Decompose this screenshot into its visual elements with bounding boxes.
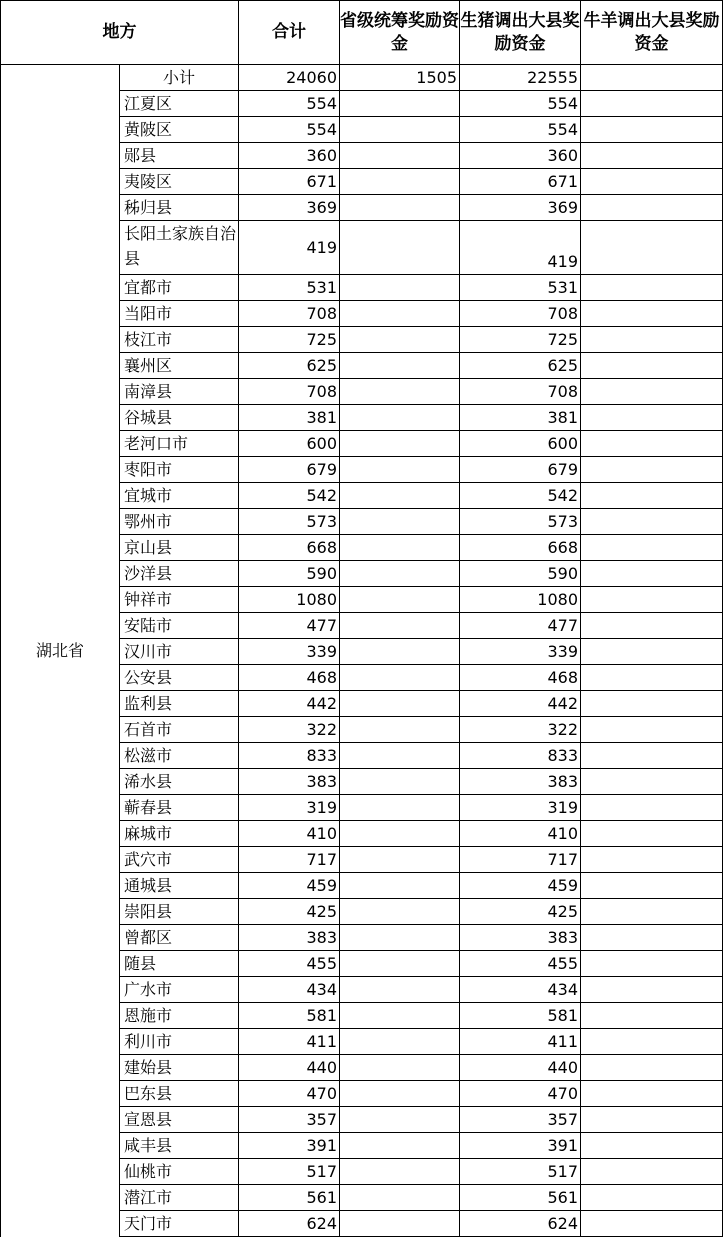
district-name: 当阳市 — [120, 301, 239, 327]
cattle-value — [581, 117, 723, 143]
pig-value: 708 — [460, 301, 581, 327]
district-name: 松滋市 — [120, 743, 239, 769]
header-pig: 生猪调出大县奖励资金 — [460, 1, 581, 65]
pig-value: 531 — [460, 275, 581, 301]
district-name: 广水市 — [120, 977, 239, 1003]
provincial-value — [340, 639, 460, 665]
total-value: 833 — [239, 743, 340, 769]
provincial-value — [340, 587, 460, 613]
provincial-value — [340, 743, 460, 769]
provincial-value — [340, 1055, 460, 1081]
pig-value: 679 — [460, 457, 581, 483]
provincial-value — [340, 405, 460, 431]
total-value: 671 — [239, 169, 340, 195]
total-value: 468 — [239, 665, 340, 691]
pig-value: 459 — [460, 873, 581, 899]
provincial-value — [340, 951, 460, 977]
cattle-value — [581, 457, 723, 483]
total-value: 531 — [239, 275, 340, 301]
cattle-value — [581, 221, 723, 275]
district-name: 武穴市 — [120, 847, 239, 873]
pig-value: 668 — [460, 535, 581, 561]
province-cell: 湖北省 — [1, 65, 120, 1237]
district-name: 麻城市 — [120, 821, 239, 847]
total-value: 542 — [239, 483, 340, 509]
provincial-value — [340, 117, 460, 143]
district-name: 枣阳市 — [120, 457, 239, 483]
pig-value: 477 — [460, 613, 581, 639]
total-value: 581 — [239, 1003, 340, 1029]
total-value: 554 — [239, 91, 340, 117]
total-value: 369 — [239, 195, 340, 221]
cattle-value — [581, 91, 723, 117]
cattle-value — [581, 639, 723, 665]
district-name: 枝江市 — [120, 327, 239, 353]
provincial-value — [340, 1159, 460, 1185]
cattle-value — [581, 509, 723, 535]
total-value: 440 — [239, 1055, 340, 1081]
cattle-value — [581, 743, 723, 769]
district-name: 曾都区 — [120, 925, 239, 951]
total-value: 600 — [239, 431, 340, 457]
cattle-value — [581, 1055, 723, 1081]
pig-value: 573 — [460, 509, 581, 535]
district-name: 咸丰县 — [120, 1133, 239, 1159]
subtotal-provincial: 1505 — [340, 65, 460, 91]
provincial-value — [340, 847, 460, 873]
cattle-value — [581, 1003, 723, 1029]
total-value: 419 — [239, 221, 340, 275]
district-name: 南漳县 — [120, 379, 239, 405]
district-name: 潜江市 — [120, 1185, 239, 1211]
total-value: 554 — [239, 117, 340, 143]
cattle-value — [581, 899, 723, 925]
cattle-value — [581, 169, 723, 195]
pig-value: 468 — [460, 665, 581, 691]
district-name: 浠水县 — [120, 769, 239, 795]
pig-value: 434 — [460, 977, 581, 1003]
provincial-value — [340, 483, 460, 509]
district-name: 石首市 — [120, 717, 239, 743]
provincial-value — [340, 143, 460, 169]
total-value: 717 — [239, 847, 340, 873]
cattle-value — [581, 665, 723, 691]
cattle-value — [581, 925, 723, 951]
provincial-value — [340, 91, 460, 117]
pig-value: 442 — [460, 691, 581, 717]
cattle-value — [581, 691, 723, 717]
total-value: 319 — [239, 795, 340, 821]
pig-value: 590 — [460, 561, 581, 587]
pig-value: 708 — [460, 379, 581, 405]
district-name: 蕲春县 — [120, 795, 239, 821]
subtotal-cattle — [581, 65, 723, 91]
district-name: 通城县 — [120, 873, 239, 899]
total-value: 434 — [239, 977, 340, 1003]
pig-value: 554 — [460, 91, 581, 117]
total-value: 725 — [239, 327, 340, 353]
total-value: 708 — [239, 379, 340, 405]
total-value: 360 — [239, 143, 340, 169]
pig-value: 625 — [460, 353, 581, 379]
pig-value: 542 — [460, 483, 581, 509]
district-name: 巴东县 — [120, 1081, 239, 1107]
pig-value: 391 — [460, 1133, 581, 1159]
header-total: 合计 — [239, 1, 340, 65]
district-name: 宜都市 — [120, 275, 239, 301]
provincial-value — [340, 301, 460, 327]
cattle-value — [581, 873, 723, 899]
pig-value: 717 — [460, 847, 581, 873]
cattle-value — [581, 1107, 723, 1133]
district-name: 秭归县 — [120, 195, 239, 221]
pig-value: 322 — [460, 717, 581, 743]
total-value: 339 — [239, 639, 340, 665]
total-value: 679 — [239, 457, 340, 483]
pig-value: 319 — [460, 795, 581, 821]
cattle-value — [581, 561, 723, 587]
cattle-value — [581, 195, 723, 221]
district-name: 老河口市 — [120, 431, 239, 457]
total-value: 517 — [239, 1159, 340, 1185]
district-name: 黄陂区 — [120, 117, 239, 143]
cattle-value — [581, 405, 723, 431]
provincial-value — [340, 457, 460, 483]
provincial-value — [340, 1185, 460, 1211]
provincial-value — [340, 691, 460, 717]
provincial-value — [340, 379, 460, 405]
total-value: 410 — [239, 821, 340, 847]
header-place: 地方 — [1, 1, 239, 65]
cattle-value — [581, 613, 723, 639]
district-name: 宣恩县 — [120, 1107, 239, 1133]
pig-value: 381 — [460, 405, 581, 431]
pig-value: 440 — [460, 1055, 581, 1081]
total-value: 1080 — [239, 587, 340, 613]
district-name: 沙洋县 — [120, 561, 239, 587]
cattle-value — [581, 535, 723, 561]
total-value: 455 — [239, 951, 340, 977]
district-name: 利川市 — [120, 1029, 239, 1055]
pig-value: 425 — [460, 899, 581, 925]
district-name: 长阳土家族自治县 — [120, 221, 239, 275]
pig-value: 833 — [460, 743, 581, 769]
provincial-value — [340, 1029, 460, 1055]
total-value: 391 — [239, 1133, 340, 1159]
cattle-value — [581, 431, 723, 457]
total-value: 322 — [239, 717, 340, 743]
total-value: 625 — [239, 353, 340, 379]
provincial-value — [340, 795, 460, 821]
cattle-value — [581, 143, 723, 169]
provincial-value — [340, 717, 460, 743]
provincial-value — [340, 1211, 460, 1237]
provincial-value — [340, 275, 460, 301]
pig-value: 410 — [460, 821, 581, 847]
cattle-value — [581, 977, 723, 1003]
total-value: 381 — [239, 405, 340, 431]
total-value: 708 — [239, 301, 340, 327]
pig-value: 561 — [460, 1185, 581, 1211]
total-value: 590 — [239, 561, 340, 587]
cattle-value — [581, 301, 723, 327]
provincial-value — [340, 665, 460, 691]
cattle-value — [581, 717, 723, 743]
pig-value: 411 — [460, 1029, 581, 1055]
total-value: 624 — [239, 1211, 340, 1237]
district-name: 公安县 — [120, 665, 239, 691]
cattle-value — [581, 379, 723, 405]
cattle-value — [581, 1159, 723, 1185]
cattle-value — [581, 847, 723, 873]
cattle-value — [581, 821, 723, 847]
pig-value: 517 — [460, 1159, 581, 1185]
pig-value: 455 — [460, 951, 581, 977]
district-name: 汉川市 — [120, 639, 239, 665]
total-value: 561 — [239, 1185, 340, 1211]
provincial-value — [340, 899, 460, 925]
cattle-value — [581, 1081, 723, 1107]
pig-value: 369 — [460, 195, 581, 221]
district-name: 宜城市 — [120, 483, 239, 509]
provincial-value — [340, 977, 460, 1003]
district-name: 天门市 — [120, 1211, 239, 1237]
district-name: 建始县 — [120, 1055, 239, 1081]
provincial-value — [340, 535, 460, 561]
header-row — [1, 1, 723, 65]
provincial-value — [340, 1003, 460, 1029]
provincial-value — [340, 1107, 460, 1133]
total-value: 470 — [239, 1081, 340, 1107]
pig-value: 383 — [460, 925, 581, 951]
cattle-value — [581, 327, 723, 353]
provincial-value — [340, 873, 460, 899]
pig-value: 383 — [460, 769, 581, 795]
district-name: 安陆市 — [120, 613, 239, 639]
district-name: 仙桃市 — [120, 1159, 239, 1185]
pig-value: 470 — [460, 1081, 581, 1107]
provincial-value — [340, 195, 460, 221]
total-value: 383 — [239, 769, 340, 795]
district-name: 恩施市 — [120, 1003, 239, 1029]
pig-value: 1080 — [460, 587, 581, 613]
total-value: 459 — [239, 873, 340, 899]
district-name: 谷城县 — [120, 405, 239, 431]
pig-value: 725 — [460, 327, 581, 353]
cattle-value — [581, 1211, 723, 1237]
cattle-value — [581, 951, 723, 977]
subtotal-row — [1, 65, 723, 91]
pig-value: 360 — [460, 143, 581, 169]
district-name: 郧县 — [120, 143, 239, 169]
pig-value: 419 — [460, 221, 581, 275]
pig-value: 554 — [460, 117, 581, 143]
district-name: 襄州区 — [120, 353, 239, 379]
cattle-value — [581, 1133, 723, 1159]
provincial-value — [340, 221, 460, 275]
provincial-value — [340, 821, 460, 847]
cattle-value — [581, 275, 723, 301]
cattle-value — [581, 353, 723, 379]
header-provincial: 省级统筹奖励资金 — [340, 1, 460, 65]
pig-value: 581 — [460, 1003, 581, 1029]
district-name: 钟祥市 — [120, 587, 239, 613]
subtotal-pig: 22555 — [460, 65, 581, 91]
total-value: 477 — [239, 613, 340, 639]
cattle-value — [581, 483, 723, 509]
header-cattle: 牛羊调出大县奖励资金 — [581, 1, 723, 65]
provincial-value — [340, 509, 460, 535]
cattle-value — [581, 1029, 723, 1055]
provincial-value — [340, 169, 460, 195]
total-value: 357 — [239, 1107, 340, 1133]
provincial-value — [340, 1081, 460, 1107]
provincial-value — [340, 561, 460, 587]
pig-value: 624 — [460, 1211, 581, 1237]
subtotal-total: 24060 — [239, 65, 340, 91]
provincial-value — [340, 925, 460, 951]
pig-value: 357 — [460, 1107, 581, 1133]
total-value: 668 — [239, 535, 340, 561]
district-name: 崇阳县 — [120, 899, 239, 925]
district-name: 随县 — [120, 951, 239, 977]
district-name: 京山县 — [120, 535, 239, 561]
provincial-value — [340, 769, 460, 795]
provincial-value — [340, 431, 460, 457]
total-value: 383 — [239, 925, 340, 951]
cattle-value — [581, 795, 723, 821]
pig-value: 339 — [460, 639, 581, 665]
cattle-value — [581, 769, 723, 795]
provincial-value — [340, 353, 460, 379]
total-value: 573 — [239, 509, 340, 535]
provincial-value — [340, 327, 460, 353]
subtotal-label: 小计 — [120, 65, 239, 91]
provincial-value — [340, 1133, 460, 1159]
cattle-value — [581, 1185, 723, 1211]
total-value: 442 — [239, 691, 340, 717]
pig-value: 600 — [460, 431, 581, 457]
pig-value: 671 — [460, 169, 581, 195]
total-value: 411 — [239, 1029, 340, 1055]
district-name: 监利县 — [120, 691, 239, 717]
district-name: 鄂州市 — [120, 509, 239, 535]
total-value: 425 — [239, 899, 340, 925]
provincial-value — [340, 613, 460, 639]
district-name: 夷陵区 — [120, 169, 239, 195]
district-name: 江夏区 — [120, 91, 239, 117]
cattle-value — [581, 587, 723, 613]
